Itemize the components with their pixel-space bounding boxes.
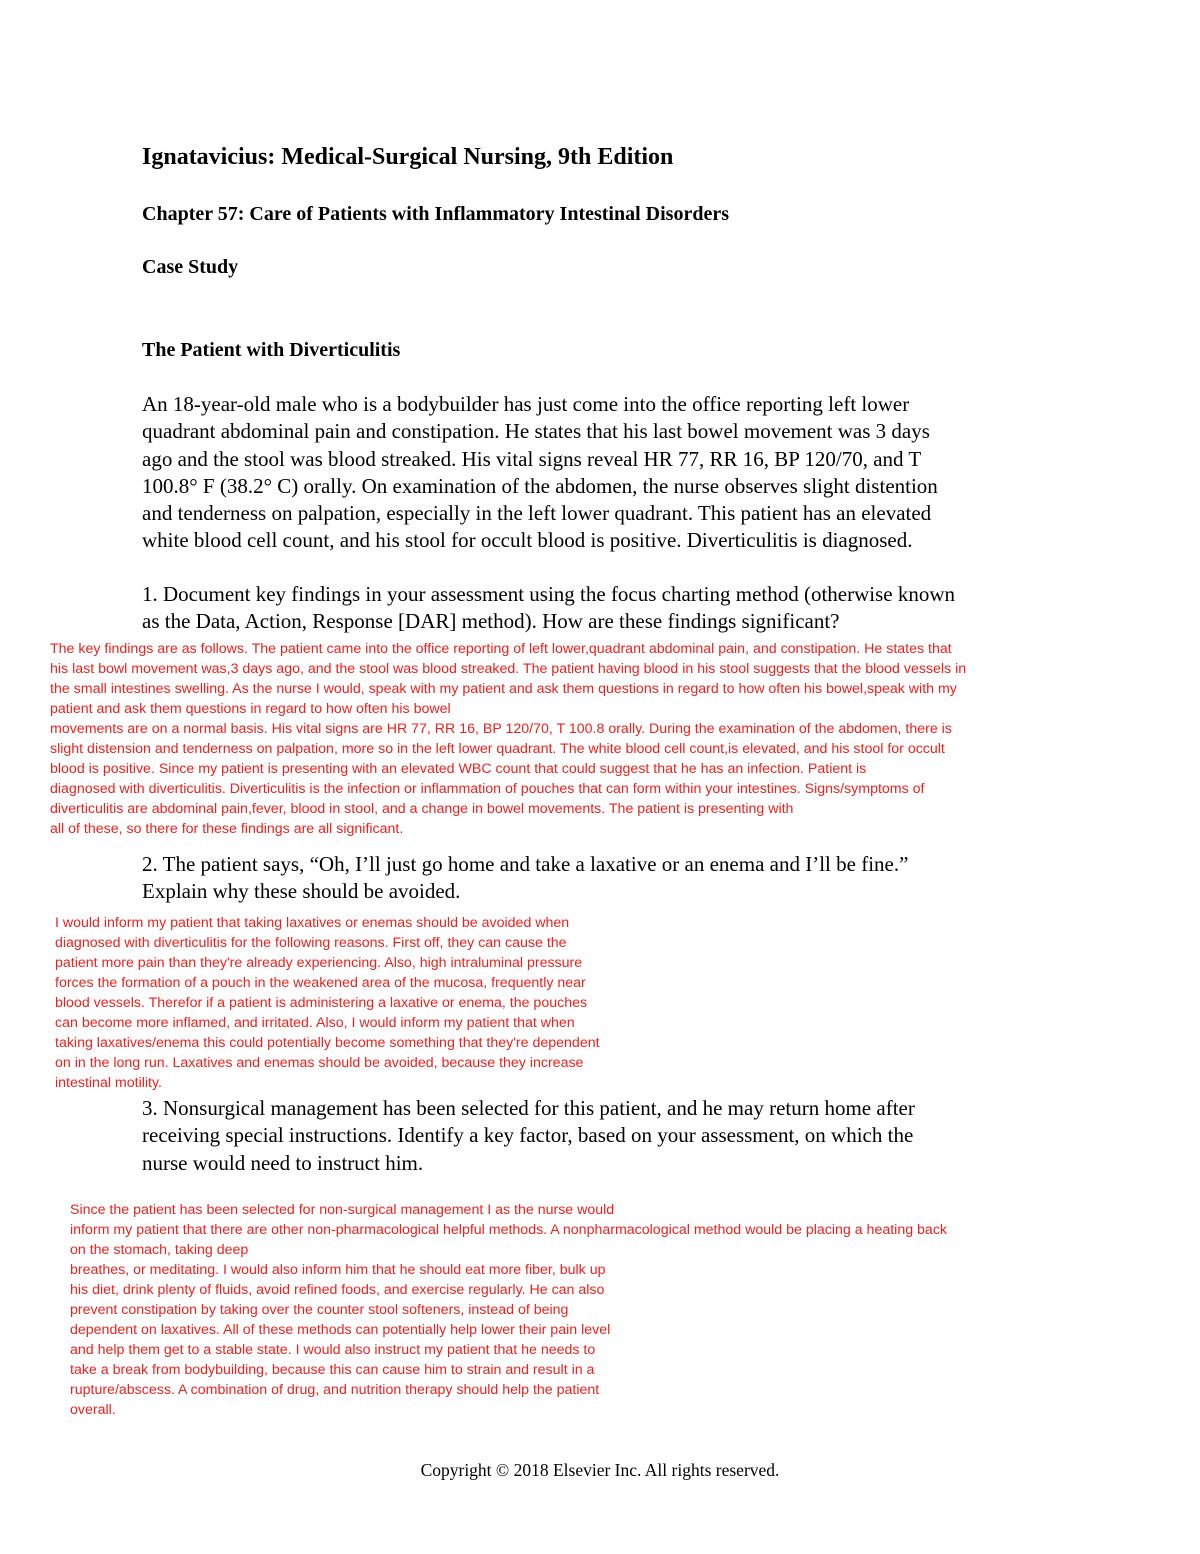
answer-2 (55, 913, 600, 1093)
document-title: Ignatavicius: Medical-Surgical Nursing, 9th Edition (142, 144, 674, 170)
answer-line: take a break from bodybuilding, because this can cause him to strain and result in a (70, 1362, 595, 1378)
answer-1 (50, 639, 966, 839)
case-description-line: and tenderness on palpation, especially in the left lower quadrant. This patient has an elevated (142, 501, 932, 526)
question-line: Explain why these should be avoided. (142, 879, 461, 904)
answer-line: his diet, drink plenty of fluids, avoid refined foods, and exercise regularly. He can also (70, 1282, 605, 1298)
question-line: as the Data, Action, Response [DAR] method). How are these findings significant? (142, 609, 840, 634)
answer-line: blood is positive. Since my patient is presenting with an elevated WBC count that could suggest that he has an infection. Patient is (50, 761, 867, 777)
question-2 (142, 851, 908, 906)
chapter-heading: Chapter 57: Care of Patients with Inflammatory Intestinal Disorders (142, 203, 729, 225)
question-line: 1. Document key findings in your assessment using the focus charting method (otherwise known (142, 582, 956, 606)
answer-line: diagnosed with diverticulitis for the following reasons. First off, they can cause the (55, 935, 567, 951)
answer-line: taking laxatives/enema this could potentially become something that they're dependent (55, 1035, 600, 1051)
answer-line: and help them get to a stable state. I would also instruct my patient that he needs to (70, 1342, 596, 1358)
case-description-line: white blood cell count, and his stool for occult blood is positive. Diverticulitis is diagnosed. (142, 528, 913, 553)
case-description-line: quadrant abdominal pain and constipation. He states that his last bowel movement was 3 days (142, 419, 930, 444)
answer-line: diagnosed with diverticulitis. Diverticulitis is the infection or inflammation of pouches that can form within your intestines. Signs/symptoms of (50, 781, 925, 797)
case-description (142, 391, 938, 555)
answer-line: prevent constipation by taking over the counter stool softeners, instead of being (70, 1302, 569, 1318)
answer-line: The key findings are as follows. The patient came into the office reporting of left lower,quadrant abdominal pain, and constipation. He states that (50, 641, 952, 657)
answer-line: patient more pain than they're already experiencing. Also, high intraluminal pressure (55, 955, 583, 971)
section-heading: Case Study (142, 256, 239, 278)
case-description-line: ago and the stool was blood streaked. His vital signs reveal HR 77, RR 16, BP 120/70, and T (142, 446, 922, 471)
answer-line: patient and ask them questions in regard to how often his bowel (50, 701, 451, 717)
answer-line: blood vessels. Therefor if a patient is administering a laxative or enema, the pouches (55, 995, 588, 1011)
question-line: receiving special instructions. Identify a key factor, based on your assessment, on which the (142, 1123, 914, 1148)
case-title: The Patient with Diverticulitis (142, 339, 401, 361)
answer-line: Since the patient has been selected for non-surgical management I as the nurse would (70, 1202, 615, 1218)
answer-line: on the stomach, taking deep (70, 1242, 249, 1258)
answer-line: inform my patient that there are other non-pharmacological helpful methods. A nonpharmacological method would be placing a heating back (70, 1222, 948, 1238)
answer-line: intestinal motility. (55, 1075, 162, 1091)
case-description-line: 100.8° F (38.2° C) orally. On examination of the abdomen, the nurse observes slight distention (142, 473, 938, 498)
copyright-footer: Copyright © 2018 Elsevier Inc. All rights reserved. (420, 1460, 780, 1480)
answer-line: on in the long run. Laxatives and enemas should be avoided, because they increase (55, 1055, 584, 1071)
answer-line: movements are on a normal basis. His vital signs are HR 77, RR 16, BP 120/70, T 100.8 orally. During the examination of the abdomen, there is (50, 721, 952, 737)
case-description-line: An 18-year-old male who is a bodybuilder has just come into the office reporting left lower (142, 392, 910, 416)
answer-line: overall. (70, 1402, 116, 1418)
answer-line: his last bowl movement was,3 days ago, and the stool was blood streaked. The patient having blood in his stool suggests that the blood vessels in (50, 661, 967, 677)
answer-line: slight distension and tenderness on palpation, more so in the left lower quadrant. The white blood cell count,is elevated, and his stool for occult (50, 741, 945, 757)
answer-3 (70, 1200, 947, 1420)
answer-line: the small intestines swelling. As the nurse I would, speak with my patient and ask them questions in regard to how often his bowel,speak with my (50, 681, 957, 697)
answer-line: rupture/abscess. A combination of drug, and nutrition therapy should help the patient (70, 1382, 600, 1398)
answer-line: diverticulitis are abdominal pain,fever, blood in stool, and a change in bowel movements. The patient is presenting with (50, 801, 794, 817)
answer-line: dependent on laxatives. All of these methods can potentially help lower their pain level (70, 1322, 611, 1338)
question-3 (142, 1095, 915, 1177)
question-line: nurse would need to instruct him. (142, 1150, 424, 1175)
answer-line: breathes, or meditating. I would also inform him that he should eat more fiber, bulk up (70, 1262, 606, 1278)
answer-line: forces the formation of a pouch in the weakened area of the mucosa, frequently near (55, 975, 586, 991)
question-line: 2. The patient says, “Oh, I’ll just go home and take a laxative or an enema and I’ll be fine.” (142, 852, 909, 876)
answer-line: can become more inflamed, and irritated. Also, I would inform my patient that when (55, 1015, 575, 1031)
question-line: 3. Nonsurgical management has been selected for this patient, and he may return home after (142, 1096, 915, 1120)
answer-line: I would inform my patient that taking laxatives or enemas should be avoided when (55, 915, 570, 931)
question-1 (142, 581, 955, 636)
answer-line: all of these, so there for these findings are all significant. (50, 821, 404, 837)
